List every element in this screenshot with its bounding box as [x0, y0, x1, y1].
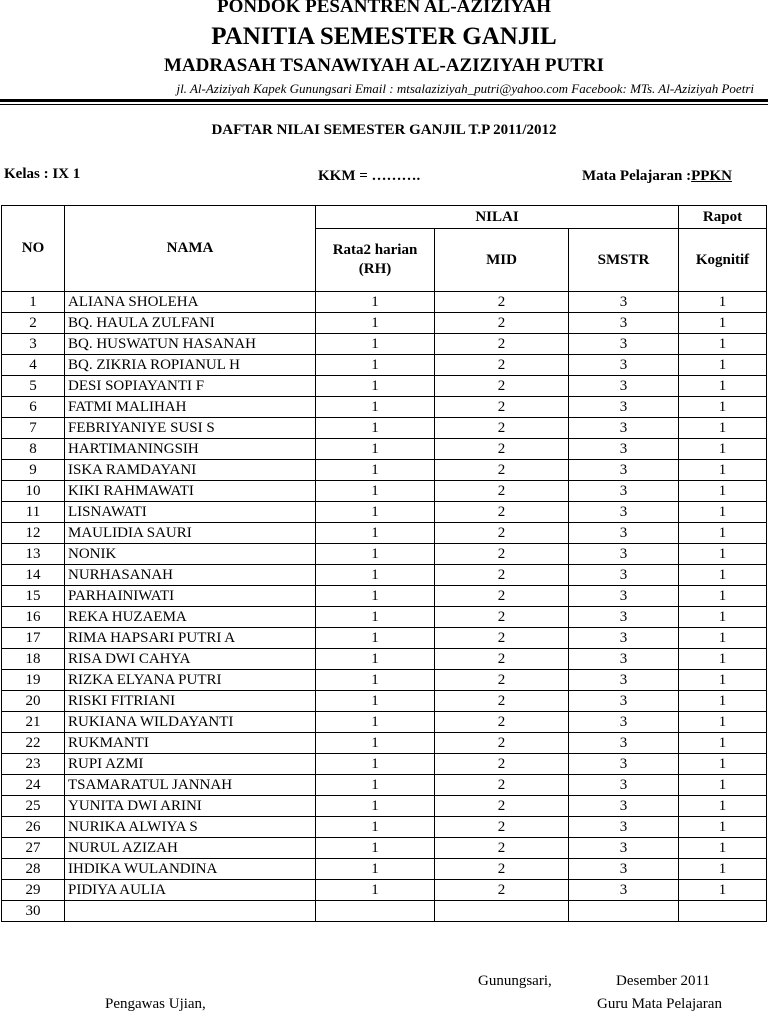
row-smstr: 3	[569, 418, 679, 439]
row-kognitif: 1	[679, 376, 767, 397]
row-smstr: 3	[569, 355, 679, 376]
row-mid: 2	[435, 754, 569, 775]
row-kognitif: 1	[679, 607, 767, 628]
table-row	[2, 481, 767, 502]
row-smstr: 3	[569, 712, 679, 733]
row-smstr: 3	[569, 796, 679, 817]
row-rh: 1	[316, 586, 435, 607]
row-nama: FATMI MALIHAH	[65, 397, 316, 418]
row-kognitif: 1	[679, 481, 767, 502]
row-no: 1	[2, 292, 65, 313]
row-nama: YUNITA DWI ARINI	[65, 796, 316, 817]
row-smstr: 3	[569, 649, 679, 670]
row-rh: 1	[316, 691, 435, 712]
row-kognitif: 1	[679, 817, 767, 838]
col-rapot-header: Rapot	[679, 206, 767, 229]
row-mid: 2	[435, 334, 569, 355]
table-row	[2, 334, 767, 355]
subject-value: PPKN	[691, 168, 732, 184]
row-kognitif: 1	[679, 355, 767, 376]
row-mid: 2	[435, 460, 569, 481]
row-kognitif: 1	[679, 880, 767, 901]
row-smstr: 3	[569, 523, 679, 544]
row-smstr: 3	[569, 397, 679, 418]
row-mid: 2	[435, 628, 569, 649]
row-rh: 1	[316, 376, 435, 397]
row-mid: 2	[435, 502, 569, 523]
row-no: 8	[2, 439, 65, 460]
row-no: 30	[2, 901, 65, 922]
table-row	[2, 313, 767, 334]
row-nama: RISKI FITRIANI	[65, 691, 316, 712]
row-rh: 1	[316, 859, 435, 880]
table-row	[2, 859, 767, 880]
row-no: 20	[2, 691, 65, 712]
row-no: 28	[2, 859, 65, 880]
row-rh: 1	[316, 334, 435, 355]
row-mid: 2	[435, 880, 569, 901]
row-nama: FEBRIYANIYE SUSI S	[65, 418, 316, 439]
row-smstr: 3	[569, 754, 679, 775]
row-kognitif: 1	[679, 523, 767, 544]
table-row	[2, 439, 767, 460]
row-no: 12	[2, 523, 65, 544]
committee-title: PANITIA SEMESTER GANJIL	[211, 23, 557, 50]
row-smstr: 3	[569, 439, 679, 460]
row-mid: 2	[435, 733, 569, 754]
row-mid: 2	[435, 775, 569, 796]
row-kognitif: 1	[679, 670, 767, 691]
row-nama: REKA HUZAEMA	[65, 607, 316, 628]
row-mid: 2	[435, 481, 569, 502]
row-rh: 1	[316, 607, 435, 628]
row-rh: 1	[316, 397, 435, 418]
row-no: 24	[2, 775, 65, 796]
row-mid: 2	[435, 712, 569, 733]
table-row	[2, 880, 767, 901]
row-kognitif: 1	[679, 439, 767, 460]
row-rh: 1	[316, 523, 435, 544]
row-smstr: 3	[569, 334, 679, 355]
table-row	[2, 796, 767, 817]
row-rh: 1	[316, 481, 435, 502]
row-smstr: 3	[569, 628, 679, 649]
row-no: 18	[2, 649, 65, 670]
row-nama: HARTIMANINGSIH	[65, 439, 316, 460]
row-kognitif: 1	[679, 460, 767, 481]
row-smstr: 3	[569, 313, 679, 334]
row-mid: 2	[435, 523, 569, 544]
row-mid	[435, 901, 569, 922]
row-kognitif: 1	[679, 397, 767, 418]
row-mid: 2	[435, 859, 569, 880]
row-rh: 1	[316, 439, 435, 460]
address-line: jl. Al-Aziziyah Kapek Gunungsari Email : mtsalaziziyah_putri@yahoo.com Facebook: MTs. Al-Aziziyah Poetri	[176, 81, 754, 96]
table-row	[2, 670, 767, 691]
row-no: 4	[2, 355, 65, 376]
subject-teacher-label: Guru Mata Pelajaran	[597, 996, 722, 1012]
row-kognitif: 1	[679, 586, 767, 607]
row-smstr: 3	[569, 544, 679, 565]
table-row	[2, 565, 767, 586]
row-rh: 1	[316, 754, 435, 775]
row-no: 27	[2, 838, 65, 859]
row-kognitif: 1	[679, 754, 767, 775]
row-nama: KIKI RAHMAWATI	[65, 481, 316, 502]
table-row	[2, 607, 767, 628]
row-nama: TSAMARATUL JANNAH	[65, 775, 316, 796]
row-no: 6	[2, 397, 65, 418]
table-row	[2, 355, 767, 376]
row-rh: 1	[316, 670, 435, 691]
table-row	[2, 754, 767, 775]
row-smstr: 3	[569, 775, 679, 796]
table-row	[2, 691, 767, 712]
row-nama: ALIANA SHOLEHA	[65, 292, 316, 313]
row-nama: ISKA RAMDAYANI	[65, 460, 316, 481]
row-nama: NURIKA ALWIYA S	[65, 817, 316, 838]
row-no: 2	[2, 313, 65, 334]
row-nama: NONIK	[65, 544, 316, 565]
row-nama: PIDIYA AULIA	[65, 880, 316, 901]
col-mid-header: MID	[435, 229, 569, 292]
row-rh: 1	[316, 502, 435, 523]
row-kognitif: 1	[679, 775, 767, 796]
row-kognitif: 1	[679, 313, 767, 334]
row-nama: MAULIDIA SAURI	[65, 523, 316, 544]
row-nama	[65, 901, 316, 922]
row-no: 19	[2, 670, 65, 691]
row-smstr: 3	[569, 880, 679, 901]
table-row	[2, 775, 767, 796]
table-row	[2, 502, 767, 523]
row-rh: 1	[316, 838, 435, 859]
table-row	[2, 376, 767, 397]
row-nama: RUKIANA WILDAYANTI	[65, 712, 316, 733]
row-smstr: 3	[569, 460, 679, 481]
row-no: 26	[2, 817, 65, 838]
kkm-label: KKM = ……….	[318, 168, 421, 184]
row-kognitif: 1	[679, 796, 767, 817]
row-kognitif: 1	[679, 628, 767, 649]
row-no: 17	[2, 628, 65, 649]
row-no: 14	[2, 565, 65, 586]
row-mid: 2	[435, 796, 569, 817]
row-rh: 1	[316, 817, 435, 838]
row-rh: 1	[316, 292, 435, 313]
col-smstr-header: SMSTR	[569, 229, 679, 292]
rh-header-line2: (RH)	[358, 261, 392, 277]
row-nama: NURUL AZIZAH	[65, 838, 316, 859]
row-mid: 2	[435, 670, 569, 691]
row-rh: 1	[316, 418, 435, 439]
row-no: 10	[2, 481, 65, 502]
row-smstr: 3	[569, 817, 679, 838]
table-row	[2, 628, 767, 649]
row-nama: RUKMANTI	[65, 733, 316, 754]
row-kognitif: 1	[679, 859, 767, 880]
row-no: 16	[2, 607, 65, 628]
row-smstr: 3	[569, 376, 679, 397]
row-nama: RIZKA ELYANA PUTRI	[65, 670, 316, 691]
row-no: 13	[2, 544, 65, 565]
row-rh: 1	[316, 880, 435, 901]
row-mid: 2	[435, 355, 569, 376]
row-kognitif: 1	[679, 502, 767, 523]
row-rh: 1	[316, 313, 435, 334]
rh-header-line1: Rata2 harian	[332, 242, 418, 258]
row-nama: RISA DWI CAHYA	[65, 649, 316, 670]
row-no: 11	[2, 502, 65, 523]
row-nama: RUPI AZMI	[65, 754, 316, 775]
row-rh: 1	[316, 565, 435, 586]
row-no: 5	[2, 376, 65, 397]
row-smstr	[569, 901, 679, 922]
row-rh: 1	[316, 712, 435, 733]
row-rh: 1	[316, 733, 435, 754]
row-rh	[316, 901, 435, 922]
col-nama-header: NAMA	[65, 206, 316, 292]
row-rh: 1	[316, 649, 435, 670]
document-title: DAFTAR NILAI SEMESTER GANJIL T.P 2011/2012	[211, 122, 557, 138]
row-smstr: 3	[569, 292, 679, 313]
row-nama: IHDIKA WULANDINA	[65, 859, 316, 880]
row-mid: 2	[435, 544, 569, 565]
madrasah-name: MADRASAH TSANAWIYAH AL-AZIZIYAH PUTRI	[163, 55, 605, 76]
row-nama: RIMA HAPSARI PUTRI A	[65, 628, 316, 649]
table-row	[2, 901, 767, 922]
row-nama: NURHASANAH	[65, 565, 316, 586]
header-rule-thin	[0, 104, 768, 105]
row-smstr: 3	[569, 565, 679, 586]
row-no: 21	[2, 712, 65, 733]
row-rh: 1	[316, 355, 435, 376]
row-kognitif: 1	[679, 544, 767, 565]
row-nama: BQ. ZIKRIA ROPIANUL H	[65, 355, 316, 376]
row-mid: 2	[435, 586, 569, 607]
row-nama: LISNAWATI	[65, 502, 316, 523]
table-row	[2, 418, 767, 439]
row-mid: 2	[435, 649, 569, 670]
row-no: 15	[2, 586, 65, 607]
row-mid: 2	[435, 817, 569, 838]
row-smstr: 3	[569, 733, 679, 754]
row-kognitif: 1	[679, 334, 767, 355]
row-mid: 2	[435, 565, 569, 586]
row-smstr: 3	[569, 481, 679, 502]
school-name: PONDOK PESANTREN AL-AZIZIYAH	[217, 0, 551, 17]
table-row	[2, 544, 767, 565]
exam-supervisor-label: Pengawas Ujian,	[105, 996, 206, 1012]
row-kognitif: 1	[679, 838, 767, 859]
table-row	[2, 460, 767, 481]
row-kognitif: 1	[679, 418, 767, 439]
row-nama: DESI SOPIAYANTI F	[65, 376, 316, 397]
table-row	[2, 712, 767, 733]
table-row	[2, 292, 767, 313]
col-kognitif-header: Kognitif	[679, 229, 767, 292]
row-kognitif	[679, 901, 767, 922]
row-smstr: 3	[569, 607, 679, 628]
table-row	[2, 838, 767, 859]
row-mid: 2	[435, 691, 569, 712]
subject-label	[582, 167, 732, 185]
row-no: 22	[2, 733, 65, 754]
table-row	[2, 817, 767, 838]
table-row	[2, 733, 767, 754]
subject-label-text: Mata Pelajaran :	[582, 168, 692, 184]
row-no: 29	[2, 880, 65, 901]
row-kognitif: 1	[679, 691, 767, 712]
row-mid: 2	[435, 376, 569, 397]
table-row	[2, 523, 767, 544]
grades-table	[1, 205, 767, 922]
row-kognitif: 1	[679, 565, 767, 586]
row-no: 23	[2, 754, 65, 775]
class-label: Kelas : IX 1	[4, 166, 81, 182]
row-smstr: 3	[569, 502, 679, 523]
header-row-1	[2, 206, 767, 229]
row-smstr: 3	[569, 838, 679, 859]
col-no-header: NO	[2, 206, 65, 292]
row-no: 25	[2, 796, 65, 817]
row-no: 7	[2, 418, 65, 439]
header-rule-thick	[0, 99, 768, 102]
table-row	[2, 397, 767, 418]
row-kognitif: 1	[679, 649, 767, 670]
row-no: 9	[2, 460, 65, 481]
col-rh-header	[316, 229, 435, 292]
row-nama: BQ. HUSWATUN HASANAH	[65, 334, 316, 355]
signature-place: Gunungsari,	[478, 973, 552, 989]
row-rh: 1	[316, 796, 435, 817]
row-kognitif: 1	[679, 733, 767, 754]
table-row	[2, 649, 767, 670]
row-nama: BQ. HAULA ZULFANI	[65, 313, 316, 334]
row-smstr: 3	[569, 691, 679, 712]
row-nama: PARHAINIWATI	[65, 586, 316, 607]
row-rh: 1	[316, 460, 435, 481]
row-smstr: 3	[569, 859, 679, 880]
signature-date: Desember 2011	[616, 973, 710, 989]
col-nilai-header: NILAI	[316, 206, 679, 229]
row-mid: 2	[435, 607, 569, 628]
row-smstr: 3	[569, 670, 679, 691]
row-no: 3	[2, 334, 65, 355]
row-kognitif: 1	[679, 712, 767, 733]
row-smstr: 3	[569, 586, 679, 607]
row-rh: 1	[316, 544, 435, 565]
row-rh: 1	[316, 628, 435, 649]
row-mid: 2	[435, 418, 569, 439]
row-mid: 2	[435, 313, 569, 334]
row-kognitif: 1	[679, 292, 767, 313]
row-mid: 2	[435, 292, 569, 313]
row-mid: 2	[435, 838, 569, 859]
row-mid: 2	[435, 439, 569, 460]
row-rh: 1	[316, 775, 435, 796]
grades-table-body	[2, 292, 767, 922]
table-row	[2, 586, 767, 607]
row-mid: 2	[435, 397, 569, 418]
